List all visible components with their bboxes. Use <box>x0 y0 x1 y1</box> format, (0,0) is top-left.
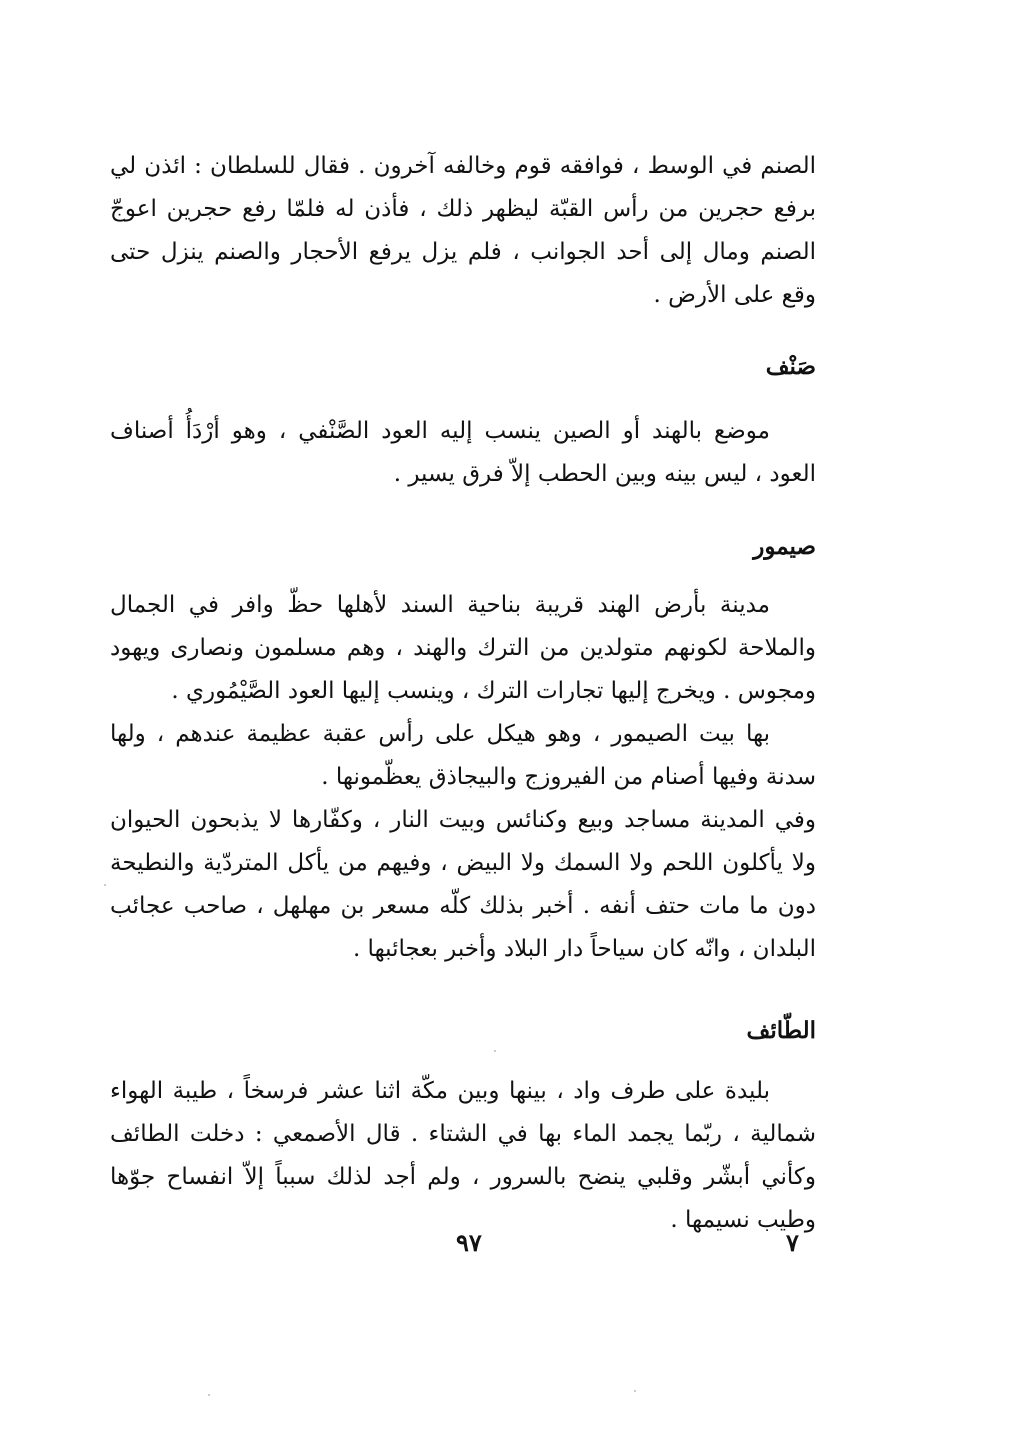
entry-heading-sanf: صَنْف <box>765 353 816 380</box>
scan-speck <box>208 1394 210 1396</box>
scan-speck <box>494 1050 496 1052</box>
entry-paragraph: بليدة على طرف واد ، بينها وبين مكّة اثنا عشر فرسخاً ، طيبة الهواء شمالية ، ربّما يجمد الماء بها في الشتاء . قال الأصمعي : دخلت الطائف وكأني أبشّر وقلبي ينضح بالسرور ، ولم أجد لذلك سبباً إلاّ انفساح جوّها وطيب نسيمها . <box>110 1078 817 1233</box>
scan-speck <box>104 884 106 886</box>
scan-speck <box>634 1390 636 1392</box>
entry-paragraph: موضع بالهند أو الصين ينسب إليه العود الصَّنْفي ، وهو أرْدَأُ أصناف العود ، ليس بينه وبين الحطب إلاّ فرق يسير . <box>110 418 816 487</box>
entry-body-saymur <box>110 584 816 971</box>
entry-heading-saymur: صيمور <box>753 533 816 560</box>
signature-mark: ٧ <box>786 1228 799 1257</box>
entry-paragraph: بها بيت الصيمور ، وهو هيكل على رأس عقبة عظيمة عندهم ، ولها سدنة وفيها أصنام من الفيروزج والبيجاذق يعظّمونها . <box>110 721 816 790</box>
page-number: ٩٧ <box>456 1228 482 1257</box>
entry-paragraph: وفي المدينة مساجد وبيع وكنائس وبيت النار ، وكفّارها لا يذبحون الحيوان ولا يأكلون اللحم ولا السمك ولا البيض ، وفيهم من يأكل المتردّية والنطيحة دون ما مات حتف أنفه . أخبر بذلك كلّه مسعر بن مهلهل ، صاحب عجائب البلدان ، وانّه كان سياحاً دار البلاد وأخبر بعجائبها . <box>110 807 816 962</box>
entry-paragraph: مدينة بأرض الهند قريبة بناحية السند لأهلها حظّ وافر في الجمال والملاحة لكونهم متولدين من الترك والهند ، وهم مسلمون ونصارى ويهود ومجوس . ويخرج إليها تجارات الترك ، وينسب إليها العود الصَّيْمُوري . <box>110 592 816 704</box>
intro-paragraph: الصنم في الوسط ، فوافقه قوم وخالفه آخرون . فقال للسلطان : ائذن لي برفع حجرين من رأس القبّة ليظهر ذلك ، فأذن له فلمّا رفع حجرين اعوجّ الصنم ومال إلى أحد الجوانب ، فلم يزل يرفع الأحجار والصنم ينزل حتى وقع على الأرض . <box>110 153 816 308</box>
entry-heading-taif: الطّائف <box>746 1017 816 1044</box>
